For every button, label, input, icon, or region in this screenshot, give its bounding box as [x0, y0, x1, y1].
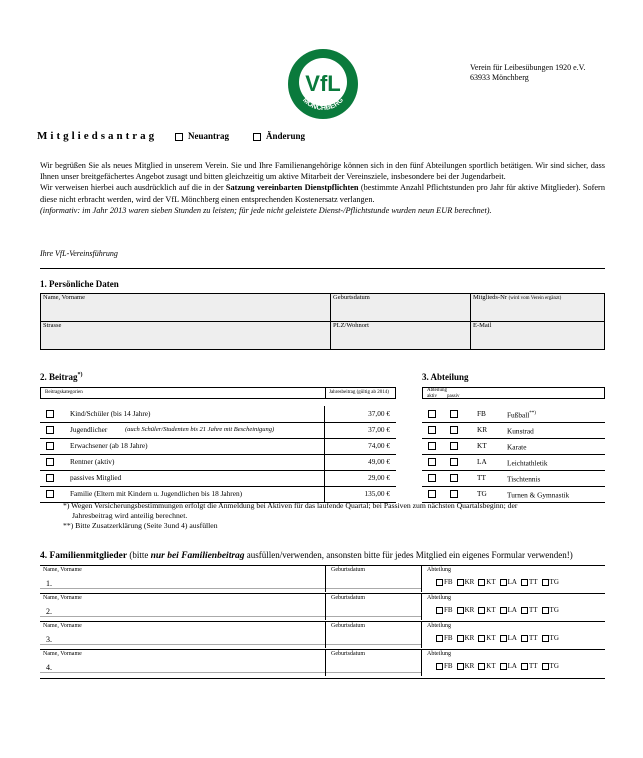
row-number: 2.: [46, 607, 52, 616]
personal-data-table: [40, 293, 605, 350]
beitrag-row[interactable]: [40, 486, 396, 502]
checkbox-aktiv[interactable]: [428, 490, 436, 498]
dept-name: Kunstrad: [507, 426, 534, 436]
dept-checkboxes[interactable]: FB KR KT LA TT TG: [432, 634, 559, 642]
checkbox[interactable]: [457, 635, 464, 642]
checkbox[interactable]: [521, 663, 528, 670]
footnotes: *) Wegen Versicherungsbestimmungen erfolgt die Anmeldung bei Aktiven für das laufende Quartal; bei Passiven zum nächsten Quartalsbeginn; der Jahresbeitrag wird anteilig berechnet. **) Bitte Zusatzerklärung (Seite 3und 4) ausfüllen: [63, 501, 518, 530]
beitrag-label: Kind/Schüler (bis 14 Jahre): [70, 409, 151, 418]
checkbox[interactable]: [436, 607, 443, 614]
beitrag-row[interactable]: [40, 454, 396, 470]
beitrag-label: passives Mitglied: [70, 473, 122, 482]
checkbox[interactable]: [478, 607, 485, 614]
checkbox[interactable]: [253, 133, 261, 141]
checkbox-aktiv[interactable]: [428, 442, 436, 450]
checkbox[interactable]: [46, 410, 54, 418]
birthdate-label: Geburtsdatum: [331, 623, 365, 629]
email-field[interactable]: E-Mail: [471, 322, 605, 350]
checkbox[interactable]: [500, 579, 507, 586]
dept-label: Abteilung: [427, 651, 451, 657]
checkbox[interactable]: [46, 458, 54, 466]
name-label: Name, Vorname: [43, 595, 82, 601]
section-abteilung-heading: 3. Abteilung: [422, 372, 469, 382]
org-name: Verein für Leibesübungen 1920 e.V.: [470, 63, 586, 72]
beitrag-price: 135,00 €: [364, 489, 390, 498]
street-field[interactable]: Strasse: [41, 322, 331, 350]
checkbox-passiv[interactable]: [450, 410, 458, 418]
checkbox-aktiv[interactable]: [428, 426, 436, 434]
dept-code: KT: [477, 441, 487, 450]
beitrag-note: (auch Schüler/Studenten bis 21 Jahre mit Bescheinigung): [125, 426, 275, 433]
checkbox[interactable]: [436, 663, 443, 670]
checkbox[interactable]: [457, 579, 464, 586]
vfl-logo: [287, 48, 359, 120]
beitrag-label: Jugendlicher: [70, 425, 108, 434]
signature-line: Ihre VfL-Vereinsführung: [40, 249, 118, 258]
form-title: Mitgliedsantrag: [37, 130, 158, 142]
beitrag-header: Beitragskategorien Jahresbeitrag (gültig ab 2014): [40, 387, 396, 399]
member-number-field[interactable]: Mitglieds-Nr (wird vom Verein ergänzt): [471, 294, 605, 322]
dept-name: Tischtennis: [507, 474, 541, 484]
org-city: 63933 Mönchberg: [470, 73, 529, 82]
dept-code: KR: [477, 425, 488, 434]
checkbox[interactable]: [542, 579, 549, 586]
checkbox[interactable]: [457, 607, 464, 614]
checkbox[interactable]: [436, 579, 443, 586]
birthdate-field[interactable]: Geburtsdatum: [331, 294, 471, 322]
checkbox-passiv[interactable]: [450, 442, 458, 450]
abteilung-row[interactable]: [422, 438, 605, 454]
dept-checkboxes[interactable]: FB KR KT LA TT TG: [432, 606, 559, 614]
birthdate-label: Geburtsdatum: [331, 567, 365, 573]
abteilung-row[interactable]: [422, 422, 605, 438]
divider: [40, 678, 605, 679]
family-member-row[interactable]: [40, 593, 605, 620]
dept-label: Abteilung: [427, 623, 451, 629]
abteilung-row[interactable]: [422, 454, 605, 470]
abteilung-row[interactable]: [422, 486, 605, 502]
abteilung-row[interactable]: [422, 406, 605, 422]
dept-name: Fußball**): [507, 410, 536, 420]
checkbox[interactable]: [500, 607, 507, 614]
beitrag-label: Erwachsener (ab 18 Jahre): [70, 441, 148, 450]
family-member-row[interactable]: [40, 649, 605, 676]
beitrag-price: 74,00 €: [368, 441, 390, 450]
svg-text:MÖNCHBERG: MÖNCHBERG: [301, 96, 345, 113]
dept-code: FB: [477, 409, 486, 418]
dept-checkboxes[interactable]: FB KR KT LA TT TG: [432, 662, 559, 670]
svg-text:VfL: VfL: [305, 71, 341, 96]
beitrag-row[interactable]: [40, 470, 396, 486]
checkbox[interactable]: [457, 663, 464, 670]
beitrag-price: 49,00 €: [368, 457, 390, 466]
checkbox-passiv[interactable]: [450, 490, 458, 498]
dept-code: LA: [477, 457, 487, 466]
row-number: 1.: [46, 579, 52, 588]
checkbox[interactable]: [521, 607, 528, 614]
dept-name: Turnen & Gymnastik: [507, 490, 570, 500]
checkbox[interactable]: [542, 607, 549, 614]
checkbox[interactable]: [542, 663, 549, 670]
checkbox[interactable]: [521, 579, 528, 586]
checkbox[interactable]: [500, 635, 507, 642]
checkbox[interactable]: [478, 635, 485, 642]
name-label: Name, Vorname: [43, 567, 82, 573]
section-beitrag-heading: 2. Beitrag*): [40, 372, 83, 382]
option-neuantrag[interactable]: Neuantrag: [175, 131, 229, 141]
dept-label: Abteilung: [427, 567, 451, 573]
checkbox[interactable]: [46, 442, 54, 450]
section-personal-heading: 1. Persönliche Daten: [40, 279, 119, 289]
family-member-row[interactable]: [40, 565, 605, 592]
checkbox-aktiv[interactable]: [428, 458, 436, 466]
checkbox[interactable]: [500, 663, 507, 670]
checkbox[interactable]: [542, 635, 549, 642]
section-family-heading: 4. Familienmitglieder (bitte nur bei Familienbeitrag ausfüllen/verwenden, ansonsten bitte für jedes Mitglied ein eigenes Formular verwenden!): [40, 550, 573, 561]
checkbox-passiv[interactable]: [450, 458, 458, 466]
abteilung-row[interactable]: [422, 470, 605, 486]
org-address: [470, 63, 585, 83]
beitrag-row[interactable]: [40, 422, 396, 438]
beitrag-price: 37,00 €: [368, 409, 390, 418]
checkbox-passiv[interactable]: [450, 474, 458, 482]
checkbox[interactable]: [436, 635, 443, 642]
divider: [40, 268, 605, 269]
checkbox[interactable]: [521, 635, 528, 642]
dept-checkboxes[interactable]: FB KR KT LA TT TG: [432, 578, 559, 586]
beitrag-row[interactable]: [40, 438, 396, 454]
abteilung-header: Abteilung aktiv passiv: [422, 387, 605, 399]
birthdate-label: Geburtsdatum: [331, 595, 365, 601]
beitrag-price: 37,00 €: [368, 425, 390, 434]
name-label: Name, Vorname: [43, 623, 82, 629]
beitrag-label: Rentner (aktiv): [70, 457, 115, 466]
checkbox[interactable]: [478, 663, 485, 670]
beitrag-label: Familie (Eltern mit Kindern u. Jugendlichen bis 18 Jahren): [70, 489, 243, 498]
dept-name: Karate: [507, 442, 527, 452]
checkbox-passiv[interactable]: [450, 426, 458, 434]
beitrag-row[interactable]: [40, 406, 396, 422]
option-aenderung[interactable]: Änderung: [253, 131, 305, 141]
checkbox[interactable]: [46, 426, 54, 434]
dept-code: TT: [477, 473, 486, 482]
row-number: 4.: [46, 663, 52, 672]
checkbox[interactable]: [46, 474, 54, 482]
dept-code: TG: [477, 489, 487, 498]
beitrag-price: 29,00 €: [368, 473, 390, 482]
checkbox[interactable]: [478, 579, 485, 586]
name-label: Name, Vorname: [43, 651, 82, 657]
checkbox-aktiv[interactable]: [428, 410, 436, 418]
checkbox-aktiv[interactable]: [428, 474, 436, 482]
dept-label: Abteilung: [427, 595, 451, 601]
zip-city-field[interactable]: PLZ/Wohnort: [331, 322, 471, 350]
dept-name: Leichtathletik: [507, 458, 548, 468]
family-member-row[interactable]: [40, 621, 605, 648]
birthdate-label: Geburtsdatum: [331, 651, 365, 657]
row-number: 3.: [46, 635, 52, 644]
checkbox[interactable]: [175, 133, 183, 141]
checkbox[interactable]: [46, 490, 54, 498]
name-field[interactable]: Name, Vorname: [41, 294, 331, 322]
intro-text: Wir begrüßen Sie als neues Mitglied in unserem Verein. Sie und Ihre Familienangehörige können sich in den fünf Abteilungen sportlich betätigen. Wir sind sicher, dass Ihnen unser breitgefächertes Angebot zusagt und bitten gleichzeitig um aktive Mitarbeit der Vereinsziele, insbesondere bei der Jugendarbeit. Wir verweisen hierbei auch ausdrücklich auf die in der Satzung vereinbarten Dienstpflichten (bestimmte Anzahl Pflichtstunden pro Jahr für aktive Mitglieder). Sofern diese nicht erbracht werden, wird der VfL Mönchberg einen entsprechenden Kostenersatz verlangen. (informativ: im Jahr 2013 waren sieben Stunden zu leisten; für jede nicht geleistete Dienst-/Pflichtstunde wurden neun EUR berechnet).: [40, 161, 605, 215]
